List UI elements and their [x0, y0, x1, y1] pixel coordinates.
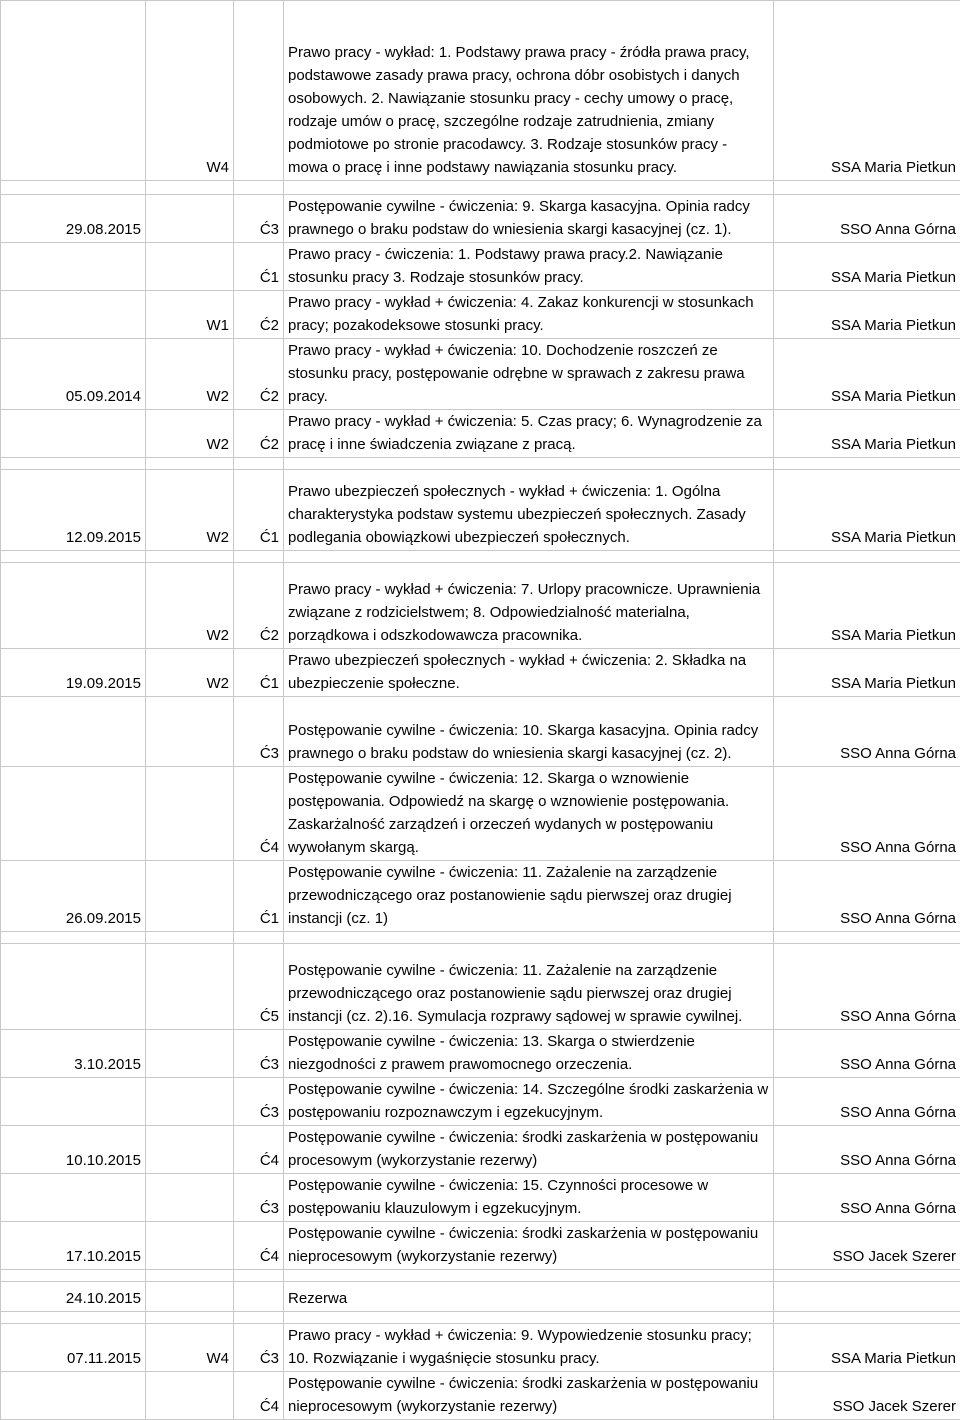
- date-cell: 29.08.2015: [1, 195, 146, 243]
- description-cell: Prawo pracy - wykład + ćwiczenia: 10. Dochodzenie roszczeń ze stosunku pracy, postępowanie odrębne w sprawach z zakresu prawa pracy.: [284, 339, 774, 410]
- date-cell: [1, 1372, 146, 1420]
- table-row: [1, 410, 960, 458]
- table-row: [1, 291, 960, 339]
- table-row: [1, 470, 960, 551]
- teacher-cell: SSO Anna Górna: [774, 1174, 960, 1222]
- description-cell: Prawo pracy - ćwiczenia: 1. Podstawy prawa pracy.2. Nawiązanie stosunku pracy 3. Rodzaje stosunków pracy.: [284, 243, 774, 291]
- date-cell: [1, 291, 146, 339]
- table-row: [1, 1, 960, 181]
- group-cell: [146, 944, 234, 1030]
- date-cell: 3.10.2015: [1, 1030, 146, 1078]
- description-cell: Prawo pracy - wykład + ćwiczenia: 9. Wypowiedzenie stosunku pracy; 10. Rozwiązanie i wygaśnięcie stosunku pracy.: [284, 1324, 774, 1372]
- table-row: [1, 649, 960, 697]
- description-cell: Prawo ubezpieczeń społecznych - wykład + ćwiczenia: 1. Ogólna charakterystyka podstaw systemu ubezpieczeń społecznych. Zasady podlegania obowiązkowi ubezpieczeń społecznych.: [284, 470, 774, 551]
- table-row: [1, 1282, 960, 1312]
- group-cell: W2: [146, 649, 234, 697]
- teacher-cell: SSO Anna Górna: [774, 944, 960, 1030]
- table-row: [1, 697, 960, 767]
- class-cell: Ć1: [234, 243, 284, 291]
- description-cell: Postępowanie cywilne - ćwiczenia: 11. Zażalenie na zarządzenie przewodniczącego oraz postanowienie sądu pierwszej oraz drugiej instancji (cz. 1): [284, 861, 774, 932]
- class-cell: Ć1: [234, 470, 284, 551]
- date-cell: [1, 410, 146, 458]
- class-cell: Ć4: [234, 767, 284, 861]
- date-cell: [1, 1, 146, 181]
- separator-row: [1, 458, 960, 470]
- date-cell: [1, 697, 146, 767]
- separator-row: [1, 1270, 960, 1282]
- table-row: [1, 944, 960, 1030]
- class-cell: Ć1: [234, 649, 284, 697]
- class-cell: [234, 1, 284, 181]
- group-cell: [146, 1078, 234, 1126]
- group-cell: [146, 1126, 234, 1174]
- group-cell: W4: [146, 1324, 234, 1372]
- teacher-cell: SSA Maria Pietkun: [774, 1, 960, 181]
- teacher-cell: SSO Jacek Szerer: [774, 1372, 960, 1420]
- separator-row: [1, 1312, 960, 1324]
- class-cell: [234, 1282, 284, 1312]
- separator-row: [1, 932, 960, 944]
- date-cell: 07.11.2015: [1, 1324, 146, 1372]
- group-cell: W2: [146, 563, 234, 649]
- teacher-cell: SSA Maria Pietkun: [774, 649, 960, 697]
- teacher-cell: SSO Anna Górna: [774, 697, 960, 767]
- date-cell: 12.09.2015: [1, 470, 146, 551]
- date-cell: [1, 1078, 146, 1126]
- group-cell: [146, 195, 234, 243]
- description-cell: Postępowanie cywilne - ćwiczenia: środki zaskarżenia w postępowaniu procesowym (wykorzystanie rezerwy): [284, 1126, 774, 1174]
- teacher-cell: SSA Maria Pietkun: [774, 470, 960, 551]
- table-row: [1, 1174, 960, 1222]
- teacher-cell: SSO Anna Górna: [774, 767, 960, 861]
- date-cell: [1, 767, 146, 861]
- class-cell: Ć1: [234, 861, 284, 932]
- table-row: [1, 1372, 960, 1420]
- group-cell: [146, 1222, 234, 1270]
- teacher-cell: SSA Maria Pietkun: [774, 1324, 960, 1372]
- table-row: [1, 243, 960, 291]
- description-cell: Postępowanie cywilne - ćwiczenia: 11. Zażalenie na zarządzenie przewodniczącego oraz postanowienie sądu pierwszej oraz drugiej instancji (cz. 2).16. Symulacja rozprawy sądowej w sprawie cywilnej.: [284, 944, 774, 1030]
- group-cell: [146, 243, 234, 291]
- teacher-cell: SSA Maria Pietkun: [774, 563, 960, 649]
- description-cell: Postępowanie cywilne - ćwiczenia: 15. Czynności procesowe w postępowaniu klauzulowym i egzekucyjnym.: [284, 1174, 774, 1222]
- date-cell: 26.09.2015: [1, 861, 146, 932]
- table-row: [1, 861, 960, 932]
- description-cell: Postępowanie cywilne - ćwiczenia: 13. Skarga o stwierdzenie niezgodności z prawem prawomocnego orzeczenia.: [284, 1030, 774, 1078]
- date-cell: [1, 944, 146, 1030]
- class-cell: Ć4: [234, 1126, 284, 1174]
- class-cell: Ć3: [234, 1030, 284, 1078]
- class-cell: Ć3: [234, 1078, 284, 1126]
- description-cell: Postępowanie cywilne - ćwiczenia: 10. Skarga kasacyjna. Opinia radcy prawnego o braku podstaw do wniesienia skargi kasacyjnej (cz. 2).: [284, 697, 774, 767]
- teacher-cell: SSO Jacek Szerer: [774, 1222, 960, 1270]
- group-cell: W4: [146, 1, 234, 181]
- class-cell: Ć4: [234, 1372, 284, 1420]
- description-cell: Prawo ubezpieczeń społecznych - wykład + ćwiczenia: 2. Składka na ubezpieczenie społeczne.: [284, 649, 774, 697]
- teacher-cell: SSO Anna Górna: [774, 861, 960, 932]
- class-cell: Ć2: [234, 291, 284, 339]
- group-cell: [146, 1030, 234, 1078]
- table-row: [1, 1222, 960, 1270]
- description-cell: Postępowanie cywilne - ćwiczenia: środki zaskarżenia w postępowaniu nieprocesowym (wykorzystanie rezerwy): [284, 1372, 774, 1420]
- group-cell: W1: [146, 291, 234, 339]
- class-cell: Ć2: [234, 339, 284, 410]
- class-cell: Ć2: [234, 410, 284, 458]
- group-cell: [146, 697, 234, 767]
- table-row: [1, 563, 960, 649]
- description-cell: Postępowanie cywilne - ćwiczenia: 9. Skarga kasacyjna. Opinia radcy prawnego o braku podstaw do wniesienia skargi kasacyjnej (cz. 1).: [284, 195, 774, 243]
- description-cell: Rezerwa: [284, 1282, 774, 1312]
- teacher-cell: SSO Anna Górna: [774, 1030, 960, 1078]
- description-cell: Prawo pracy - wykład: 1. Podstawy prawa pracy - źródła prawa pracy, podstawowe zasady prawa pracy, ochrona dóbr osobistych i danych osobowych. 2. Nawiązanie stosunku pracy - cechy umowy o pracę, rodzaje umów o pracę, szczególne rodzaje zatrudnienia, zmiany podmiotowe po stronie pracodawcy. 3. Rodzaje stosunków pracy - mowa o pracę i inne podstawy nawiązania stosunku pracy.: [284, 1, 774, 181]
- class-cell: Ć5: [234, 944, 284, 1030]
- group-cell: W2: [146, 410, 234, 458]
- date-cell: 19.09.2015: [1, 649, 146, 697]
- description-cell: Postępowanie cywilne - ćwiczenia: środki zaskarżenia w postępowaniu nieprocesowym (wykorzystanie rezerwy): [284, 1222, 774, 1270]
- description-cell: Prawo pracy - wykład + ćwiczenia: 5. Czas pracy; 6. Wynagrodzenie za pracę i inne świadczenia związane z pracą.: [284, 410, 774, 458]
- class-cell: Ć4: [234, 1222, 284, 1270]
- table-row: [1, 195, 960, 243]
- table-row: [1, 1078, 960, 1126]
- teacher-cell: SSA Maria Pietkun: [774, 339, 960, 410]
- date-cell: 24.10.2015: [1, 1282, 146, 1312]
- date-cell: [1, 1174, 146, 1222]
- group-cell: W2: [146, 470, 234, 551]
- description-cell: Postępowanie cywilne - ćwiczenia: 12. Skarga o wznowienie postępowania. Odpowiedź na skargę o wznowienie postępowania. Zaskarżalność zarządzeń i orzeczeń wydanych w postępowaniu wywołanym skargą.: [284, 767, 774, 861]
- group-cell: [146, 1372, 234, 1420]
- date-cell: [1, 563, 146, 649]
- date-cell: 05.09.2014: [1, 339, 146, 410]
- teacher-cell: SSA Maria Pietkun: [774, 243, 960, 291]
- description-cell: Prawo pracy - wykład + ćwiczenia: 7. Urlopy pracownicze. Uprawnienia związane z rodzicielstwem; 8. Odpowiedzialność materialna, porządkowa i odszkodowawcza pracownika.: [284, 563, 774, 649]
- table-row: [1, 339, 960, 410]
- date-cell: 17.10.2015: [1, 1222, 146, 1270]
- teacher-cell: SSO Anna Górna: [774, 195, 960, 243]
- table-row: [1, 1030, 960, 1078]
- separator-row: [1, 181, 960, 195]
- date-cell: 10.10.2015: [1, 1126, 146, 1174]
- group-cell: [146, 861, 234, 932]
- group-cell: [146, 1282, 234, 1312]
- group-cell: W2: [146, 339, 234, 410]
- description-cell: Postępowanie cywilne - ćwiczenia: 14. Szczególne środki zaskarżenia w postępowaniu rozpoznawczym i egzekucyjnym.: [284, 1078, 774, 1126]
- group-cell: [146, 767, 234, 861]
- teacher-cell: SSO Anna Górna: [774, 1078, 960, 1126]
- table-row: [1, 1324, 960, 1372]
- class-cell: Ć2: [234, 563, 284, 649]
- table-row: [1, 767, 960, 861]
- class-cell: Ć3: [234, 1324, 284, 1372]
- table-row: [1, 1126, 960, 1174]
- class-cell: Ć3: [234, 697, 284, 767]
- teacher-cell: SSA Maria Pietkun: [774, 410, 960, 458]
- date-cell: [1, 243, 146, 291]
- separator-row: [1, 551, 960, 563]
- description-cell: Prawo pracy - wykład + ćwiczenia: 4. Zakaz konkurencji w stosunkach pracy; pozakodeksowe stosunki pracy.: [284, 291, 774, 339]
- teacher-cell: SSO Anna Górna: [774, 1126, 960, 1174]
- class-cell: Ć3: [234, 195, 284, 243]
- class-cell: Ć3: [234, 1174, 284, 1222]
- teacher-cell: [774, 1282, 960, 1312]
- group-cell: [146, 1174, 234, 1222]
- teacher-cell: SSA Maria Pietkun: [774, 291, 960, 339]
